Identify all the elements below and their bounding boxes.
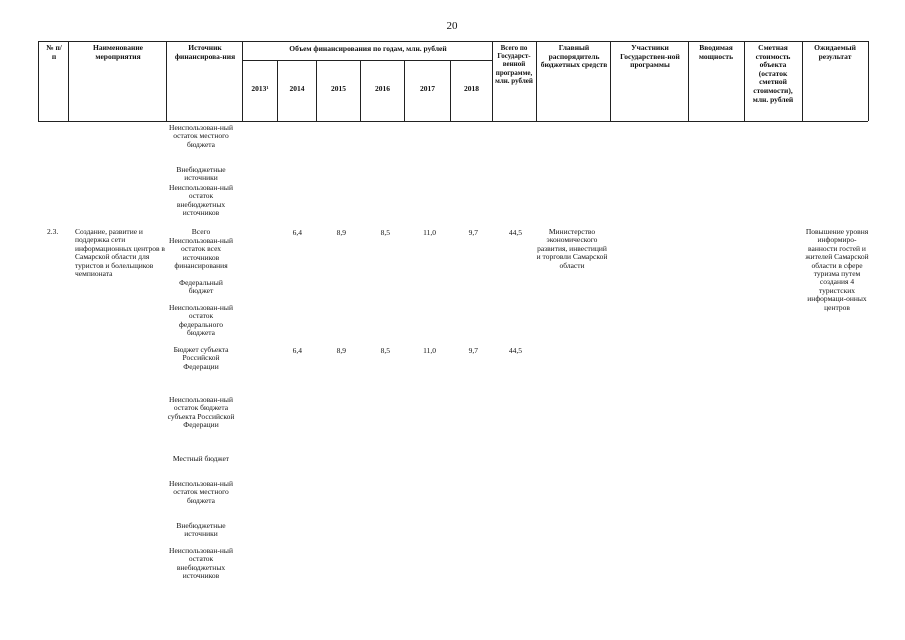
value-total-2015: 8,9 [336, 228, 346, 237]
header-bottom-border [38, 121, 868, 122]
value-regional-2017: 11,0 [423, 346, 436, 355]
header-manager: Главный распорядитель бюджетных средств [540, 43, 608, 70]
col-border [38, 41, 39, 121]
carryover-source: Неиспользован-ный остаток местного бюджета [169, 123, 233, 149]
col-border [688, 41, 689, 121]
table-header [38, 41, 868, 121]
value-regional-2018: 9,7 [468, 346, 478, 355]
value-total-2017: 11,0 [423, 228, 436, 237]
row-manager: Министерство экономического развития, инвестиций и торговли Самарской области [536, 227, 608, 270]
source-regional: Бюджет субъекта Российской Федерации [173, 345, 229, 371]
years-divider [242, 60, 492, 61]
source-total: Всего [191, 227, 211, 236]
value-total-2018: 9,7 [468, 228, 478, 237]
value-total-2014: 6,4 [292, 228, 302, 237]
header-result: Ожидаемый результат [814, 43, 856, 61]
col-border [744, 41, 745, 121]
row-number: 2.3. [47, 227, 59, 236]
value-regional-2016: 8,5 [380, 346, 390, 355]
row-result: Повышение уровня информиро-ванности гостей и жителей Самарской области в сфере туризма путем создания 4 туристских информаци-онных центров [805, 227, 869, 312]
header-total: Всего по Государст-венной программе, млн. рублей [495, 44, 533, 85]
header-year-2015: 2015 [331, 84, 346, 93]
col-border [68, 41, 69, 121]
header-participants: Участники Государствен-ной программы [620, 43, 680, 70]
row-name: Создание, развитие и поддержка сети информационных центров в Самарской области для туристов и болельщиков чемпионата [75, 227, 165, 279]
col-border [802, 41, 803, 121]
source-carryover-extrabudget: Неиспользован-ный остаток внебюджетных источников [169, 546, 233, 581]
header-year-2018: 2018 [464, 84, 479, 93]
page-number: 20 [446, 20, 458, 32]
col-border [492, 41, 493, 121]
source-federal: Федеральный бюджет [179, 278, 223, 296]
header-num: № п/п [46, 43, 62, 61]
col-border [166, 41, 167, 121]
header-year-2013: 2013¹ [251, 84, 269, 93]
value-total-sum: 44,5 [508, 228, 522, 237]
col-border [242, 41, 243, 121]
carryover-source: Неиспользован-ный остаток внебюджетных источников [169, 183, 233, 218]
value-regional-sum: 44,5 [508, 346, 522, 355]
source-local: Местный бюджет [172, 454, 230, 463]
header-estimate: Сметная стоимость объекта (остаток сметной стоимости), млн. рублей [752, 43, 794, 104]
value-total-2016: 8,5 [380, 228, 390, 237]
header-name: Наименование мероприятия [93, 43, 143, 61]
col-border [610, 41, 611, 121]
source-carryover-local: Неиспользован-ный остаток местного бюджета [169, 479, 233, 505]
value-regional-2015: 8,9 [336, 346, 346, 355]
carryover-source: Внебюджетные источники [176, 165, 226, 183]
header-source: Источник финансирова-ния [174, 43, 236, 61]
header-capacity: Вводимая мощность [698, 43, 734, 61]
col-border [868, 41, 869, 121]
col-border [536, 41, 537, 121]
header-year-2016: 2016 [375, 84, 390, 93]
source-extrabudget: Внебюджетные источники [176, 521, 226, 539]
source-carryover-regional: Неиспользован-ный остаток бюджета субъекта Российской Федерации [167, 395, 235, 430]
source-carryover-federal: Неиспользован-ный остаток федерального бюджета [169, 303, 233, 338]
value-regional-2014: 6,4 [292, 346, 302, 355]
header-year-2014: 2014 [289, 84, 305, 93]
header-year-2017: 2017 [420, 84, 435, 93]
header-funding-group: Объем финансирования по годам, млн. рублей [289, 44, 447, 53]
source-carryover-all: Неиспользован-ный остаток всех источников финансирования [169, 236, 233, 271]
